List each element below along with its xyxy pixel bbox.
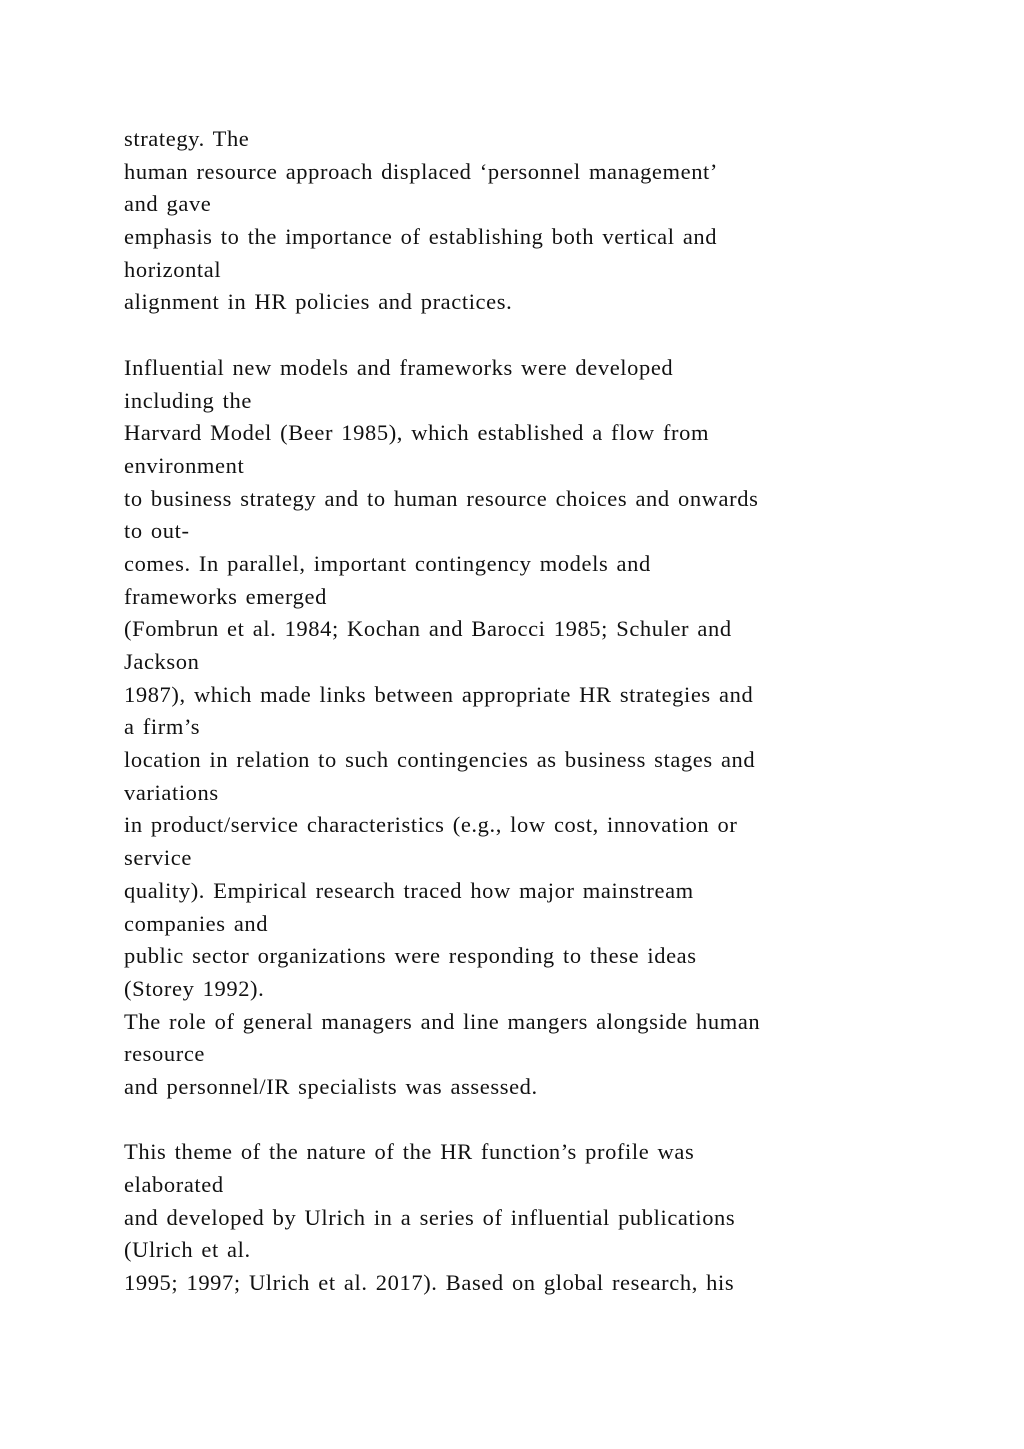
text-line: elaborated [124, 1172, 224, 1197]
text-line: in product/service characteristics (e.g., low cost, innovation or [124, 812, 738, 838]
text-line: Harvard Model (Beer 1985), which established a flow from [124, 420, 710, 446]
text-line: 1995; 1997; Ulrich et al. 2017). Based on global research, his [124, 1270, 735, 1296]
text-line: resource [124, 1041, 206, 1067]
text-line: and developed by Ulrich in a series of influential publications [124, 1204, 736, 1230]
text-line: The role of general managers and line mangers alongside human [124, 1008, 761, 1034]
text-line: (Ulrich et al. [124, 1237, 251, 1263]
text-line: including the [124, 387, 252, 413]
document-body [124, 123, 914, 1300]
paragraph-gap [124, 1104, 914, 1137]
text-line: variations [124, 779, 219, 805]
paragraph-1 [124, 123, 914, 319]
text-line: human resource approach displaced ‘personnel management’ [124, 158, 718, 184]
text-line: strategy. The [124, 126, 250, 151]
text-line: Influential new models and frameworks were developed [124, 354, 674, 380]
text-line: alignment in HR policies and practices. [124, 289, 513, 315]
text-line: This theme of the nature of the HR function’s profile was [124, 1139, 695, 1165]
text-line: horizontal [124, 256, 222, 282]
text-line: to out- [124, 518, 190, 544]
text-line: companies and [124, 910, 269, 936]
text-line: (Storey 1992). [124, 975, 265, 1001]
paragraph-gap [124, 319, 914, 352]
text-line: emphasis to the importance of establishing both vertical and [124, 224, 718, 250]
text-line: quality). Empirical research traced how major mainstream [124, 877, 694, 903]
paragraph-3 [124, 1136, 914, 1299]
text-line: and gave [124, 191, 212, 217]
paragraph-2 [124, 352, 914, 1104]
text-line: environment [124, 452, 245, 478]
text-line: to business strategy and to human resource choices and onwards [124, 485, 759, 511]
text-line: 1987), which made links between appropriate HR strategies and [124, 681, 754, 707]
text-line: public sector organizations were responding to these ideas [124, 943, 697, 969]
text-line: a firm’s [124, 714, 201, 740]
text-line: location in relation to such contingencies as business stages and [124, 747, 756, 773]
text-line: service [124, 845, 192, 871]
text-line: (Fombrun et al. 1984; Kochan and Barocci 1985; Schuler and [124, 616, 732, 642]
text-line: comes. In parallel, important contingency models and [124, 550, 651, 576]
text-line: and personnel/IR specialists was assessed. [124, 1073, 538, 1099]
text-line: Jackson [124, 649, 200, 674]
text-line: frameworks emerged [124, 583, 327, 609]
